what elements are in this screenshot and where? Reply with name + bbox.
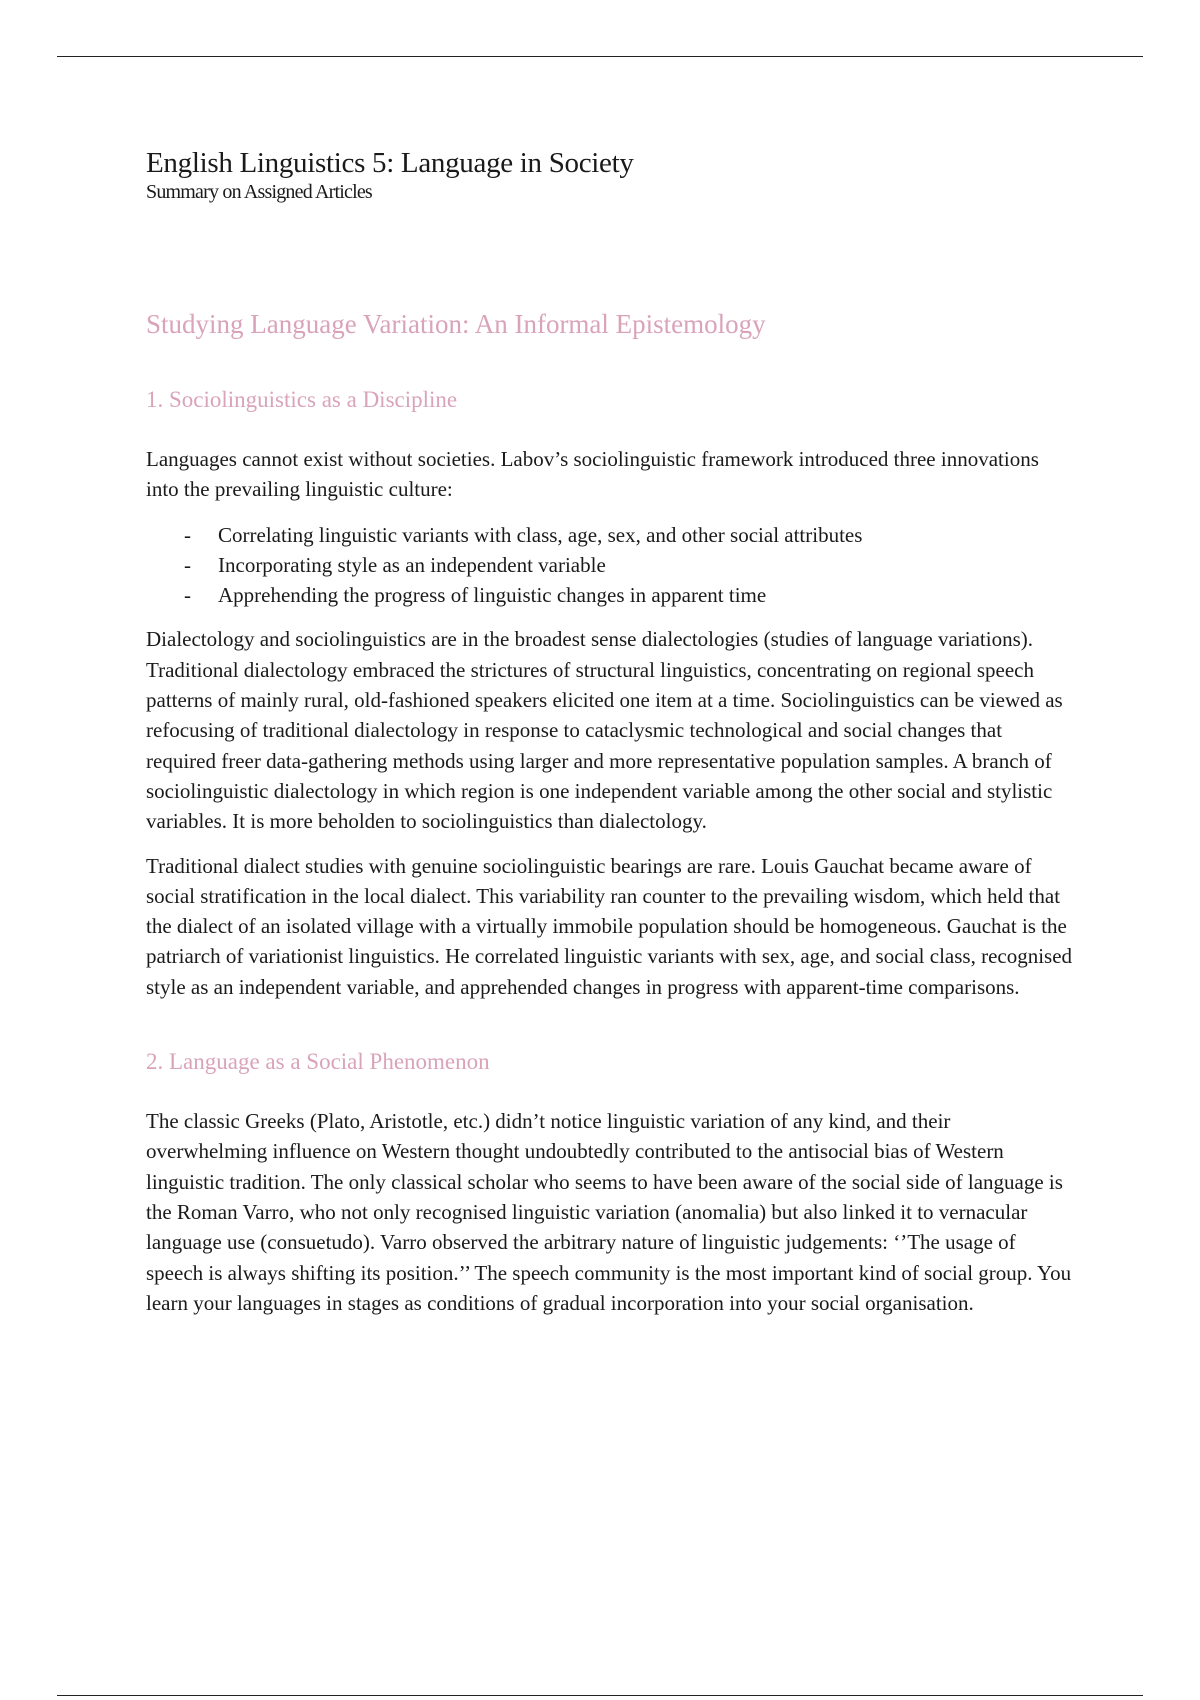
list-item-text: Apprehending the progress of linguistic changes in apparent time [218,583,767,608]
paragraph: The classic Greeks (Plato, Aristotle, etc.) didn’t notice linguistic variation of any kind, and their overwhelming influence on Western thought undoubtedly contributed to the antisocial bias of Western linguistic tradition. The only classical scholar who seems to have been aware of the social side of language is the Roman Varro, who not only recognised linguistic variation (anomalia) but also linked it to vernacular language use (consuetudo). Varro observed the arbitrary nature of linguistic judgements: ‘’The usage of speech is always shifting its position.’’ The speech community is the most important kind of social group. You learn your languages in stages as conditions of gradual incorporation into your social organisation. [146,1109,1072,1315]
list-item [146,550,1076,580]
bullet-list [146,520,1076,611]
section-sociolinguistics [146,386,1076,1002]
list-item [146,520,1076,550]
document-body [146,146,1076,1318]
paragraph: Traditional dialect studies with genuine sociolinguistic bearings are rare. Louis Gauchat became aware of social stratification in the local dialect. This variability ran counter to the prevailing wisdom, which held that the dialect of an isolated village with a virtually immobile population should be homogeneous. Gauchat is the patriarch of variationist linguistics. He correlated linguistic variants with sex, age, and social class, recognised style as an independent variable, and apprehended changes in progress with apparent-time comparisons. [146,853,1073,999]
paragraph: Dialectology and sociolinguistics are in the broadest sense dialectologies (studies of language variations). Traditional dialectology embraced the strictures of structural linguistics, concentrating on regional speech patterns of mainly rural, old-fashioned speakers elicited one item at a time. Sociolinguistics can be viewed as refocusing of traditional dialectology in response to cataclysmic technological and social changes that required freer data-gathering methods using larger and more representative population samples. A branch of sociolinguistic dialectology in which region is one independent variable among the other social and stylistic variables. It is more beholden to sociolinguistics than dialectology. [146,627,1063,834]
section-heading: 1. Sociolinguistics as a Discipline [146,387,458,412]
paragraph: Languages cannot exist without societies. Labov’s sociolinguistic framework introduced three innovations into the prevailing linguistic culture: [146,447,1039,502]
document-title: English Linguistics 5: Language in Society [146,147,634,179]
list-item-text: Incorporating style as an independent variable [218,552,606,577]
bullet-dash: - [184,522,191,547]
list-item [146,580,1076,610]
bottom-rule [57,1695,1143,1696]
top-rule [57,56,1143,57]
section-language-social [146,1048,1076,1318]
document-subtitle: Summary on Assigned Articles [146,181,372,203]
section-heading: 2. Language as a Social Phenomenon [146,1049,490,1075]
list-item-text: Correlating linguistic variants with class, age, sex, and other social attributes [218,522,863,547]
bullet-dash: - [184,552,191,577]
bullet-dash: - [184,583,191,608]
article-title: Studying Language Variation: An Informal Epistemology [146,309,766,339]
